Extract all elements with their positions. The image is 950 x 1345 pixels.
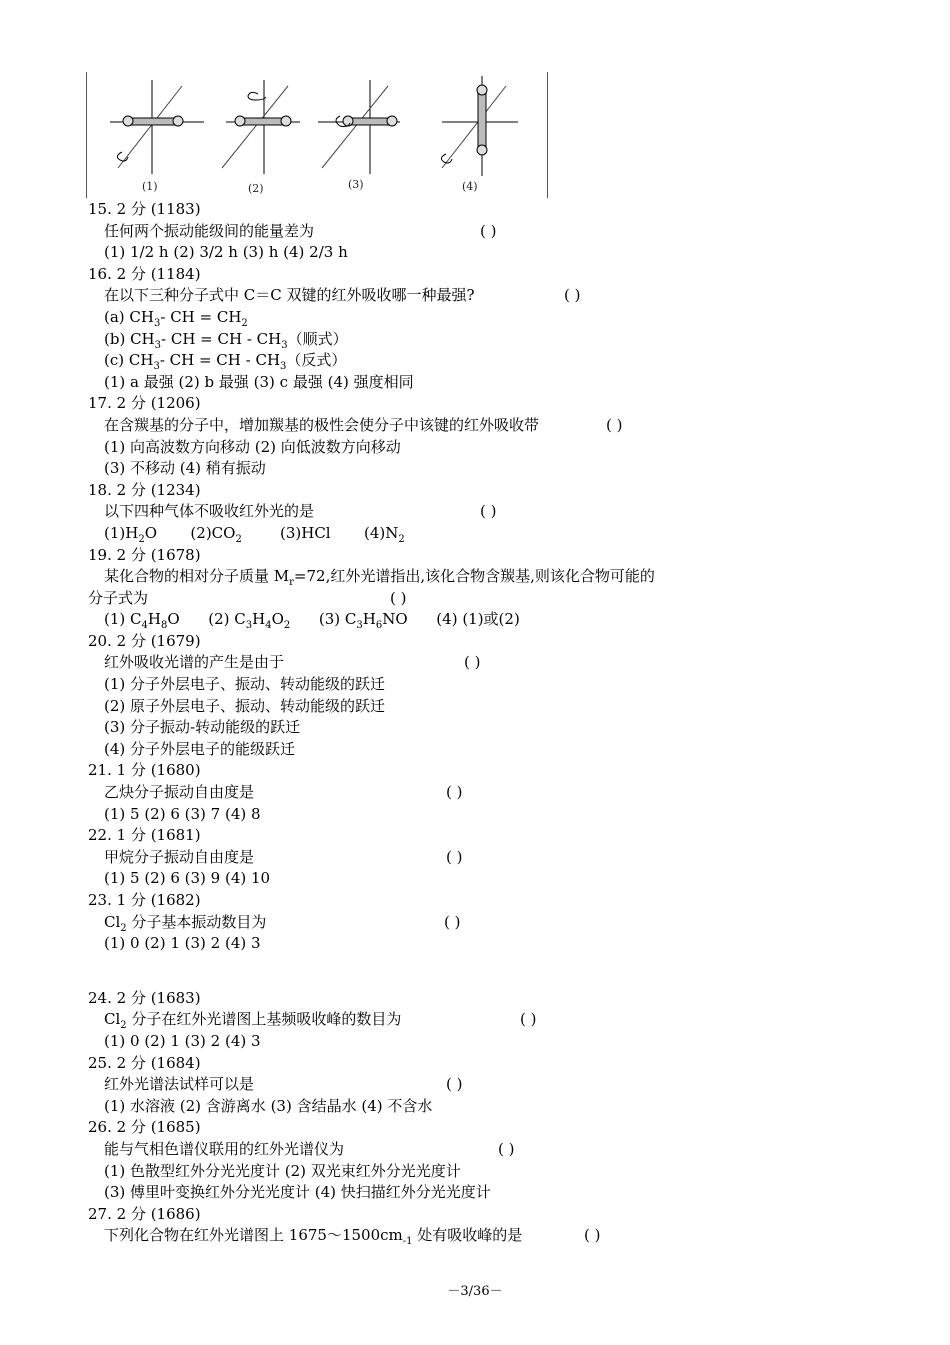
q24-header: 24. 2 分 (1683)	[88, 988, 201, 1007]
q16-c-sub2: 3	[280, 361, 287, 373]
q19-opt1-m: H	[147, 610, 161, 629]
q16-c-sub1: 3	[153, 361, 160, 373]
q18-opt4-sub: 2	[398, 533, 405, 545]
q20-stem	[88, 652, 848, 674]
q24-stem	[88, 1009, 848, 1031]
q24-options: (1) 0 (2) 1 (3) 2 (4) 3	[104, 1031, 261, 1050]
q19-stem-b: =72,红外光谱指出,该化合物含羰基,则该化合物可能的	[293, 567, 655, 586]
figure-label-1: (1)	[142, 180, 158, 193]
q16-a-sub1: 3	[153, 317, 161, 329]
q21-options: (1) 5 (2) 6 (3) 7 (4) 8	[104, 804, 261, 823]
q16-b-sub2: 3	[281, 339, 288, 351]
q24-stem-b: 分子在红外光谱图上基频吸收峰的数目为	[126, 1010, 402, 1029]
q19-header: 19. 2 分 (1678)	[88, 545, 201, 564]
q16-a-pre: (a) CH	[104, 307, 154, 326]
q26-stem	[88, 1139, 848, 1161]
q17-stem	[88, 415, 848, 437]
q19-opt3-s2: 6	[375, 620, 383, 632]
q19-opt2-s3: 2	[283, 620, 291, 632]
q20-answer-paren: ( )	[464, 653, 481, 672]
q27-stem-b: 处有吸收峰的是	[412, 1226, 523, 1245]
q18-header: 18. 2 分 (1234)	[88, 480, 201, 499]
q15-header: 15. 2 分 (1183)	[88, 200, 201, 218]
figure-label-2: (2)	[248, 182, 264, 195]
q19-opt3-m: H	[362, 610, 376, 629]
question-list	[88, 199, 848, 1247]
q18-opt1-sub: 2	[138, 533, 145, 545]
diagram-1	[110, 80, 204, 174]
diagram-4	[441, 76, 518, 176]
figure-left-rule	[86, 72, 87, 198]
q25-stem	[88, 1074, 848, 1096]
q27-stem-a: 下列化合物在红外光谱图上 1675～1500cm	[104, 1226, 403, 1245]
q18-opt4: (4)N	[363, 523, 399, 542]
q19-opt3-s1: 3	[356, 620, 363, 632]
q16-stem-text: 在以下三种分子式中 C＝C 双键的红外吸收哪一种最强?	[104, 286, 475, 305]
q23-answer-paren: ( )	[444, 912, 461, 931]
q27-stem-sub: -1	[402, 1236, 413, 1248]
vibration-mode-figure	[86, 72, 548, 198]
q16-options: (1) a 最强 (2) b 最强 (3) c 最强 (4) 强度相同	[104, 372, 414, 391]
q20-option-2: (2) 原子外层电子、振动、转动能级的跃迁	[104, 696, 386, 715]
q18-opt1: (1)H	[104, 523, 139, 542]
q26-option-2: (3) 傅里叶变换红外分光光度计 (4) 快扫描红外分光光度计	[104, 1183, 491, 1202]
q17-header: 17. 2 分 (1206)	[88, 394, 201, 413]
spacer	[88, 955, 848, 988]
q22-header: 22. 1 分 (1681)	[88, 826, 201, 845]
q19-opt2-a: (2) C	[208, 610, 246, 629]
q18-opt1-end: O	[144, 523, 158, 542]
figure-label-3: (3)	[348, 178, 364, 191]
q27-stem	[88, 1225, 848, 1247]
q19-opt3-e: NO	[382, 610, 408, 629]
diagram-3	[318, 80, 400, 174]
q25-header: 25. 2 分 (1684)	[88, 1053, 201, 1072]
q21-answer-paren: ( )	[446, 783, 463, 802]
q15-stem	[88, 221, 848, 243]
q25-stem-text: 红外光谱法试样可以是	[104, 1075, 255, 1094]
q16-formula-c	[88, 350, 848, 372]
q16-a-sub2: 2	[241, 317, 248, 329]
q23-stem-b: 分子基本振动数目为	[126, 912, 267, 931]
q19-opt4: (4) (1)或(2)	[436, 610, 520, 629]
q19-answer-paren: ( )	[390, 588, 407, 607]
figure-right-rule	[547, 72, 548, 198]
q18-stem	[88, 501, 848, 523]
q19-options	[88, 609, 848, 631]
q20-option-3: (3) 分子振动-转动能级的跃迁	[104, 718, 301, 737]
q17-options-2: (3) 不移动 (4) 稍有振动	[104, 459, 266, 478]
q20-option-4: (4) 分子外层电子的能级跃迁	[104, 739, 296, 758]
q18-opt2: (2)CO	[190, 523, 236, 542]
q24-stem-a: Cl	[104, 1010, 121, 1029]
q24-stem-sub: 2	[120, 1020, 127, 1032]
q19-stem-sub: r	[289, 577, 294, 589]
q16-formula-a	[88, 307, 848, 329]
q23-stem	[88, 912, 848, 934]
q26-answer-paren: ( )	[498, 1139, 515, 1158]
q19-stem-2	[88, 588, 848, 610]
q18-opt2-sub: 2	[235, 533, 242, 545]
q19-opt2-m2: O	[271, 610, 284, 629]
q22-stem-text: 甲烷分子振动自由度是	[104, 847, 255, 866]
q23-stem-a: Cl	[104, 912, 121, 931]
figure-label-4: (4)	[462, 180, 478, 193]
q19-opt1-s1: 4	[141, 620, 148, 632]
q26-option-1: (1) 色散型红外分光光度计 (2) 双光束红外分光光度计	[104, 1161, 461, 1180]
q16-b-mid: - CH = CH - CH	[161, 329, 282, 348]
q15-stem-text: 任何两个振动能级间的能量差为	[104, 221, 315, 240]
q17-stem-text: 在含羰基的分子中，增加羰基的极性会使分子中该键的红外吸收带	[104, 415, 540, 434]
q16-b-pre: (b) CH	[104, 329, 155, 348]
q20-header: 20. 2 分 (1679)	[88, 631, 201, 650]
q17-options-1: (1) 向高波数方向移动 (2) 向低波数方向移动	[104, 437, 401, 456]
q25-options: (1) 水溶液 (2) 含游离水 (3) 含结晶水 (4) 不含水	[104, 1096, 433, 1115]
q16-answer-paren: ( )	[564, 286, 581, 305]
q23-header: 23. 1 分 (1682)	[88, 891, 201, 909]
q15-options: (1) 1/2 h (2) 3/2 h (3) h (4) 2/3 h	[104, 243, 348, 262]
q17-answer-paren: ( )	[606, 415, 623, 434]
q16-c-post: （反式）	[286, 351, 347, 370]
q22-stem	[88, 847, 848, 869]
q16-header: 16. 2 分 (1184)	[88, 264, 201, 283]
q19-opt3-a: (3) C	[318, 610, 357, 629]
q26-header: 26. 2 分 (1685)	[88, 1118, 201, 1137]
q19-opt1-a: (1) C	[104, 610, 142, 629]
q16-a-mid: - CH = CH	[160, 307, 242, 326]
q19-stem-a: 某化合物的相对分子质量 M	[104, 567, 290, 586]
q22-options: (1) 5 (2) 6 (3) 9 (4) 10	[104, 869, 271, 888]
q18-options	[88, 523, 848, 545]
q16-c-pre: (c) CH	[104, 351, 154, 370]
q15-answer-paren: ( )	[480, 221, 497, 240]
q21-stem-text: 乙炔分子振动自由度是	[104, 783, 255, 802]
q16-stem	[88, 285, 848, 307]
q25-answer-paren: ( )	[446, 1075, 463, 1094]
q19-opt2-m: H	[252, 610, 266, 629]
q19-opt2-s2: 4	[265, 620, 272, 632]
q16-b-post: （顺式）	[287, 329, 348, 348]
q16-c-mid: - CH = CH - CH	[159, 351, 281, 370]
q22-answer-paren: ( )	[446, 847, 463, 866]
page-number-footer: －3/36－	[447, 1284, 503, 1299]
q26-stem-text: 能与气相色谱仪联用的红外光谱仪为	[104, 1139, 345, 1158]
q19-opt1-s2: 8	[160, 620, 168, 632]
q19-stem	[88, 566, 848, 588]
q16-formula-b	[88, 329, 848, 351]
q18-stem-text: 以下四种气体不吸收红外光的是	[104, 502, 315, 521]
q18-opt3: (3)HCl	[279, 523, 331, 542]
q27-header: 27. 2 分 (1686)	[88, 1204, 201, 1223]
q19-opt2-s1: 3	[245, 620, 253, 632]
q19-opt1-e: O	[167, 610, 180, 629]
q21-stem	[88, 782, 848, 804]
q23-options: (1) 0 (2) 1 (3) 2 (4) 3	[104, 934, 261, 953]
q27-answer-paren: ( )	[584, 1226, 601, 1245]
q16-b-sub1: 3	[154, 339, 162, 351]
q20-stem-text: 红外吸收光谱的产生是由于	[104, 653, 285, 672]
q23-stem-sub: 2	[120, 922, 127, 934]
diagram-2	[222, 80, 300, 174]
q21-header: 21. 1 分 (1680)	[88, 761, 201, 780]
q18-answer-paren: ( )	[480, 502, 497, 521]
q24-answer-paren: ( )	[520, 1010, 537, 1029]
q19-stem2-text: 分子式为	[88, 588, 149, 607]
q20-option-1: (1) 分子外层电子、振动、转动能级的跃迁	[104, 675, 386, 694]
